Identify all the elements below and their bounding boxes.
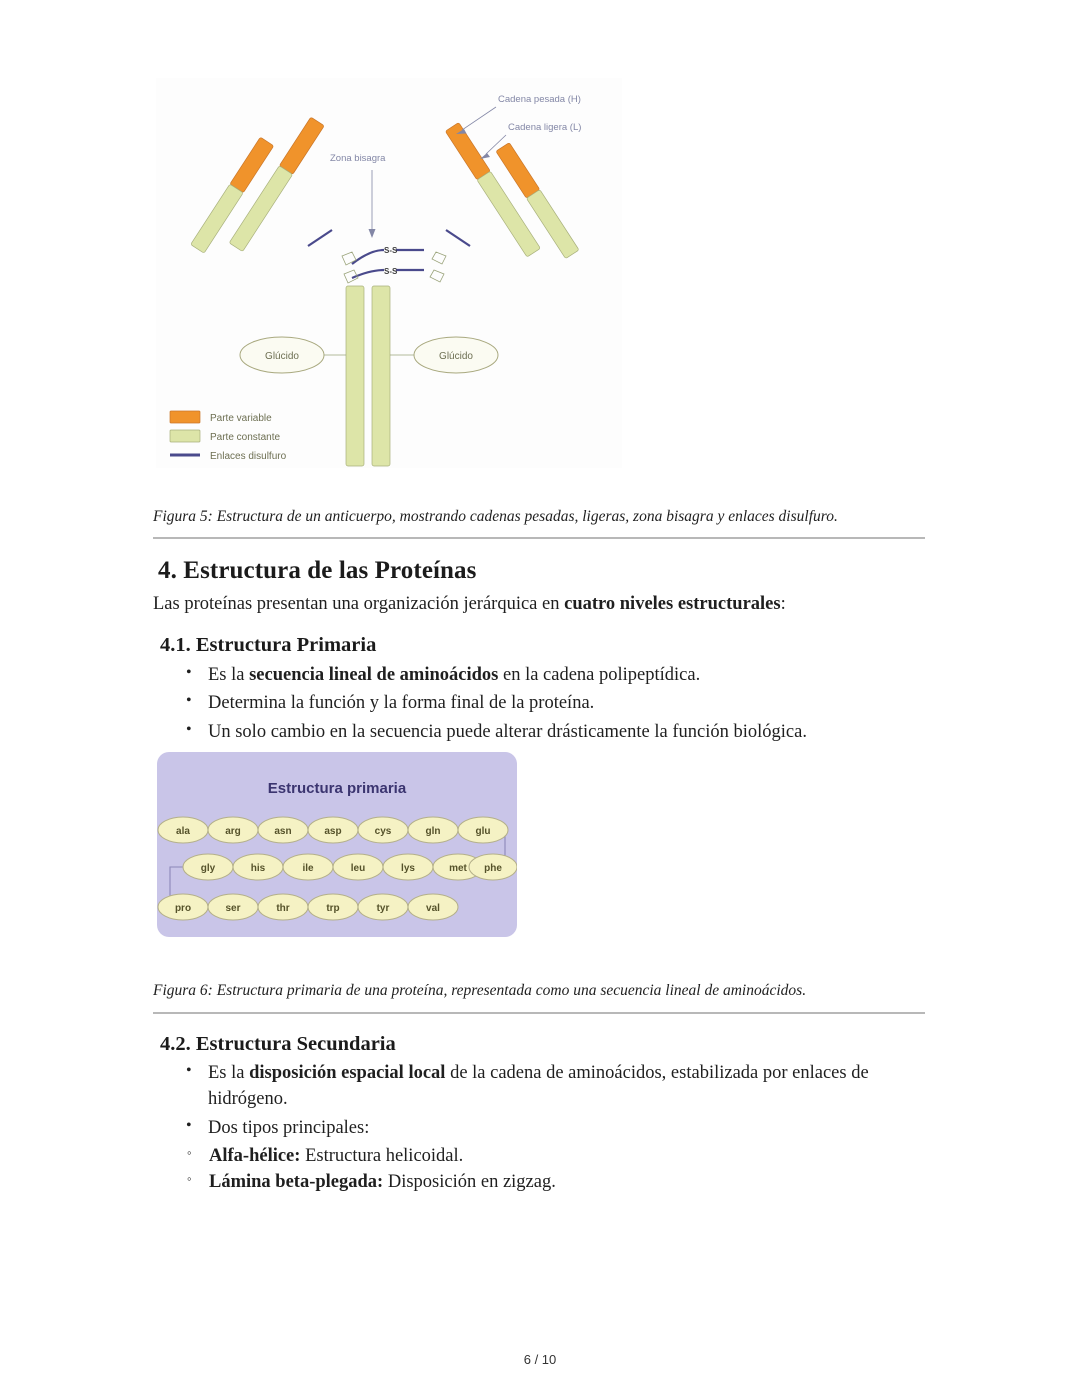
- amino-acid-node: glu: [475, 826, 491, 837]
- amino-acid-node: phe: [484, 863, 502, 874]
- list-item: [186, 719, 927, 745]
- amino-acid-node: gln: [425, 826, 441, 837]
- section-41-heading: 4.1. Estructura Primaria: [160, 634, 377, 656]
- sub-bullet-post: Estructura helicoidal.: [300, 1145, 464, 1166]
- section-divider-2: [153, 1012, 925, 1014]
- light-chain-label: Cadena ligera (L): [508, 122, 582, 133]
- section-4-intro-post: :: [780, 594, 786, 614]
- svg-text:S-S: S-S: [384, 267, 398, 276]
- bullet-text-bold: disposición espacial local: [249, 1063, 446, 1083]
- bullet-text-pre: Un solo cambio en la secuencia puede alterar drásticamente la función biológica.: [208, 721, 807, 742]
- section-41-bullet-list: [153, 662, 927, 745]
- amino-acid-node: lys: [401, 863, 415, 874]
- amino-acid-node: pro: [174, 903, 192, 914]
- section-42-bullet-list: [153, 1060, 927, 1141]
- figure6-title: Estructura primaria: [267, 780, 407, 797]
- bullet-dot-icon: •: [186, 692, 192, 710]
- list-item: [186, 1115, 927, 1141]
- bullet-circle-icon: ◦: [187, 1144, 192, 1160]
- bullet-dot-icon: •: [186, 1062, 192, 1079]
- legend-label-constant: Parte constante: [210, 432, 281, 443]
- bullet-text-pre: Es la: [208, 1063, 250, 1083]
- legend-label-disulfide: Enlaces disulfuro: [210, 451, 287, 462]
- amino-acid-node: tyr: [376, 903, 390, 914]
- section-4-heading: 4. Estructura de las Proteínas: [158, 557, 477, 584]
- list-item: [186, 1060, 927, 1113]
- svg-text:S-S: S-S: [384, 246, 398, 255]
- section-42-sub-bullet-list: [153, 1143, 927, 1196]
- bullet-text-bold: secuencia lineal de aminoácidos: [249, 665, 499, 685]
- amino-acid-node: asn: [274, 826, 292, 837]
- legend-swatch-constant: [170, 430, 200, 442]
- bullet-dot-icon: •: [186, 664, 192, 681]
- sub-bullet-post: Disposición en zigzag.: [383, 1172, 556, 1193]
- figure-primary-structure: [157, 752, 517, 937]
- amino-acid-node: ile: [302, 863, 314, 874]
- list-item: [186, 690, 927, 716]
- section-42-heading: 4.2. Estructura Secundaria: [160, 1033, 396, 1055]
- amino-acid-node: his: [250, 863, 266, 874]
- stem-left: [346, 286, 364, 466]
- heavy-chain-label: Cadena pesada (H): [498, 94, 581, 105]
- amino-acid-node: cys: [374, 826, 392, 837]
- amino-acid-node: asp: [324, 826, 342, 837]
- list-item: [186, 662, 927, 688]
- amino-acid-node: met: [449, 863, 467, 874]
- glucido-left-label: Glúcido: [265, 351, 299, 362]
- bullet-text-pre: Dos tipos principales:: [208, 1117, 370, 1138]
- figure5-caption: Figura 5: Estructura de un anticuerpo, mostrando cadenas pesadas, ligeras, zona bisagra y enlaces disulfuro.: [153, 508, 838, 525]
- list-item: [187, 1143, 927, 1169]
- legend-swatch-variable: [170, 411, 200, 423]
- amino-acid-node: ala: [176, 826, 190, 837]
- list-item: [187, 1169, 927, 1195]
- glucido-right-label: Glúcido: [439, 351, 473, 362]
- bullet-dot-icon: •: [186, 720, 192, 738]
- page-number-footer: 6 / 10: [523, 1352, 557, 1367]
- sub-bullet-bold: Alfa-hélice:: [209, 1145, 301, 1166]
- figure-antibody-structure: [156, 78, 622, 468]
- section-divider-1: [153, 537, 925, 539]
- section-4-intro: [153, 592, 927, 618]
- section-4-intro-bold: cuatro niveles estructurales: [564, 594, 781, 614]
- bullet-text-post: en la cadena polipeptídica.: [498, 665, 701, 685]
- section-4-intro-pre: Las proteínas presentan una organización jerárquica en: [153, 594, 565, 614]
- amino-acid-node: thr: [276, 903, 290, 914]
- figure6-caption: Figura 6: Estructura primaria de una proteína, representada como una secuencia lineal de aminoácidos.: [153, 982, 807, 999]
- bullet-circle-icon: ◦: [187, 1171, 192, 1187]
- amino-acid-node: trp: [326, 903, 340, 914]
- bullet-text-pre: Es la: [208, 665, 250, 685]
- amino-acid-node: leu: [350, 863, 366, 874]
- amino-acid-node: gly: [200, 863, 216, 874]
- amino-acid-node: val: [426, 903, 440, 914]
- bullet-text-post: de la cadena de aminoácidos, estabilizada por enlaces de hidrógeno.: [208, 1063, 869, 1110]
- stem-right: [372, 286, 390, 466]
- hinge-label: Zona bisagra: [330, 153, 386, 164]
- amino-acid-node: ser: [225, 903, 241, 914]
- bullet-text-pre: Determina la función y la forma final de la proteína.: [208, 693, 595, 714]
- bullet-dot-icon: •: [186, 1116, 192, 1134]
- legend-label-variable: Parte variable: [210, 413, 272, 424]
- sub-bullet-bold: Lámina beta-plegada:: [209, 1172, 384, 1193]
- figure5-legend: [170, 411, 287, 462]
- amino-acid-node: arg: [225, 826, 241, 837]
